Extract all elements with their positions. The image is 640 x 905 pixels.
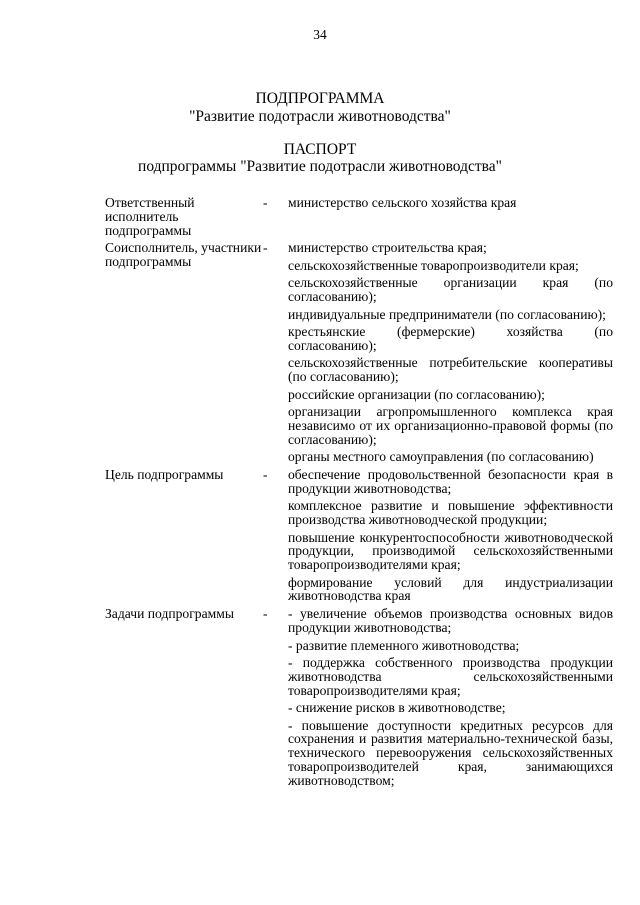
list-item: министерство строительства края; (288, 240, 487, 256)
list-item: органы местного самоуправления (по согласованию) (288, 449, 594, 465)
subprogram-subtitle: "Развитие подотрасли животноводства" (189, 108, 451, 125)
list-item: обеспечение продовольственной безопасности края в продукции животноводства; (288, 467, 613, 496)
row-label: Задачи подпрограммы (105, 606, 234, 622)
list-item: индивидуальные предприниматели (по согласованию); (288, 306, 606, 322)
page-number: 34 (313, 27, 327, 42)
passport-row (105, 196, 613, 237)
row-label: Цель подпрограммы (105, 467, 224, 483)
passport-row (105, 607, 613, 787)
list-item: сельскохозяйственные организации края (по согласованию); (288, 275, 613, 305)
list-item: повышение конкурентоспособности животноводческой продукции, производимой сельскохозяйственными товаропроизводителями края; (288, 529, 613, 573)
list-item: сельскохозяйственные потребительские кооперативы (по согласованию); (288, 355, 613, 385)
passport-row (105, 241, 613, 464)
row-items (288, 468, 613, 603)
row-items (288, 196, 613, 210)
list-item: - повышение доступности кредитных ресурсов для сохранения и развития материально-технической базы, технического перевооружения сельскохозяйственных товаропроизводителей края, занимающихся животноводством; (288, 717, 613, 788)
row-items (288, 241, 613, 464)
list-item: министерство сельского хозяйства края (288, 195, 517, 210)
passport-row (105, 468, 613, 603)
list-item: комплексное развитие и повышение эффективности производства животноводческой продукции; (288, 498, 613, 528)
passport-title: ПАСПОРТ (283, 141, 357, 158)
passport-table (105, 196, 613, 792)
list-item: российские организации (по согласованию); (288, 386, 545, 402)
list-item: организации агропромышленного комплекса края независимо от их организационно-правовой формы (по согласованию); (288, 404, 613, 447)
row-dash: - (263, 467, 268, 483)
subprogram-title: ПОДПРОГРАММА (255, 90, 385, 107)
list-item: крестьянские (фермерские) хозяйства (по согласованию); (288, 324, 613, 353)
list-item: формирование условий для индустриализации животноводства края (288, 574, 613, 604)
list-item: - развитие племенного животноводства; (288, 637, 520, 653)
list-item: - увеличение объемов производства основных видов продукции животноводства; (288, 606, 613, 636)
list-item: - поддержка собственного производства продукции животноводства сельскохозяйственными товаропроизводителями края; (288, 655, 613, 698)
row-items (288, 607, 613, 787)
row-label: Ответственный исполнитель подпрограммы (105, 195, 195, 238)
row-dash: - (263, 240, 268, 256)
list-item: сельскохозяйственные товаропроизводители края; (288, 257, 579, 273)
row-dash: - (263, 606, 268, 622)
row-label: Соисполнитель, участники подпрограммы (105, 240, 262, 270)
passport-subtitle: подпрограммы "Развитие подотрасли животноводства" (138, 158, 502, 175)
row-dash: - (263, 195, 268, 210)
list-item: - снижение рисков в животноводстве; (288, 700, 506, 716)
